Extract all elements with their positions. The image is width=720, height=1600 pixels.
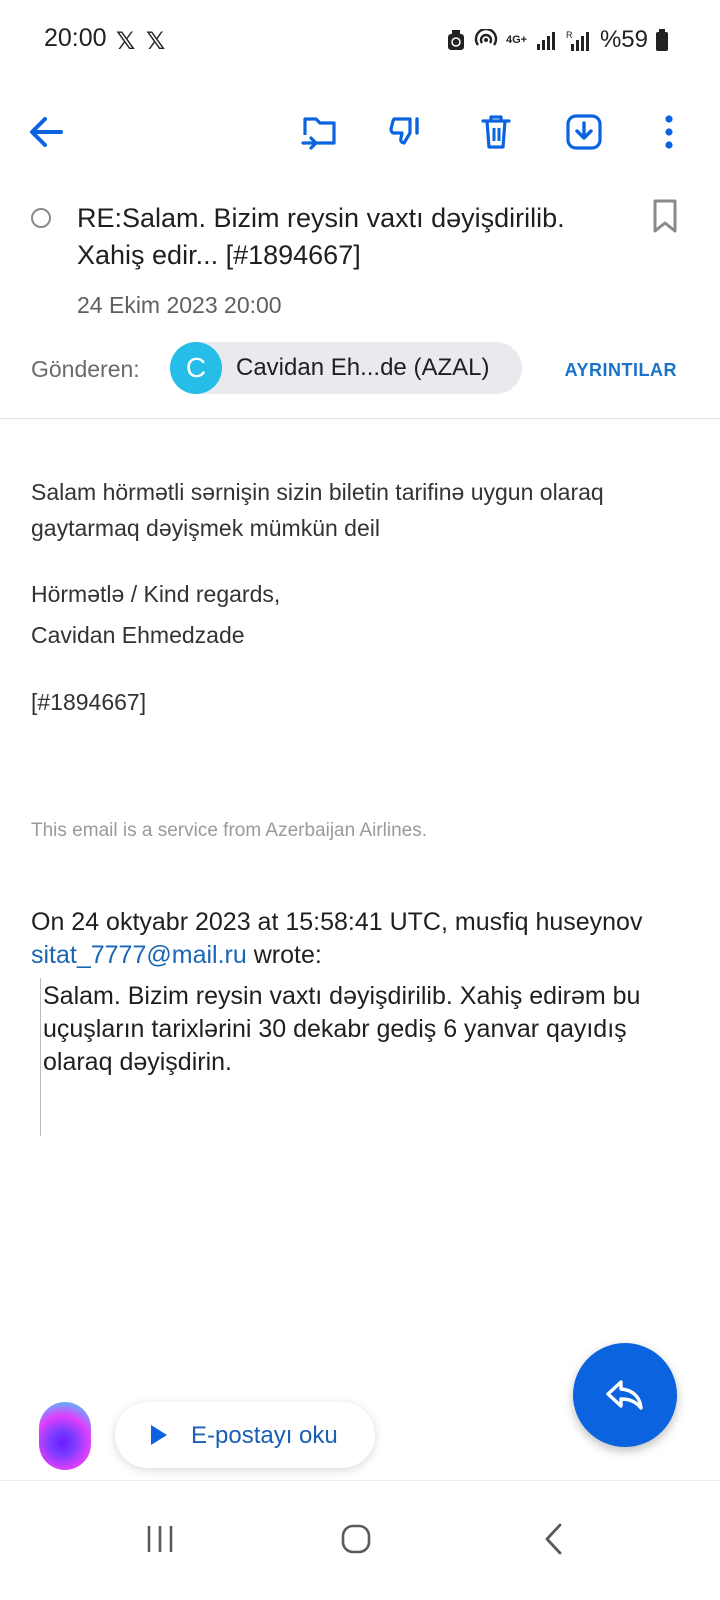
recent-apps-icon xyxy=(145,1524,175,1554)
reply-icon xyxy=(605,1377,645,1413)
spam-dislike-icon xyxy=(386,113,426,151)
network-type: 4G+ xyxy=(505,33,528,46)
details-link[interactable]: AYRINTILAR xyxy=(564,360,677,380)
move-button[interactable] xyxy=(293,106,345,158)
status-bar xyxy=(0,0,720,80)
ticket-reference: [#1894667] xyxy=(31,689,147,715)
top-toolbar xyxy=(0,100,720,164)
signal-icon xyxy=(566,29,592,51)
quote-bar xyxy=(40,978,41,1136)
quote-header xyxy=(31,906,651,972)
system-back-button[interactable] xyxy=(524,1509,584,1569)
delete-icon xyxy=(478,113,514,151)
save-download-icon xyxy=(565,113,603,151)
quote-header-suffix: wrote: xyxy=(246,941,322,969)
regards-text: Hörmətlə / Kind regards, xyxy=(31,581,281,607)
email-subject: RE:Salam. Bizim reysin vaxtı dəyişdirilib. Xahiş edir... [#1894667] xyxy=(77,203,565,270)
read-email-label: E-postayı oku xyxy=(191,1422,338,1449)
bookmark-icon xyxy=(652,198,678,234)
more-options-button[interactable] xyxy=(643,106,695,158)
x-app-icon: 𝕏 xyxy=(116,28,136,55)
signature-name: Cavidan Ehmedzade xyxy=(31,622,245,648)
arrow-left-icon xyxy=(28,116,64,148)
recent-apps-button[interactable] xyxy=(130,1509,190,1569)
svg-text:R: R xyxy=(565,30,573,40)
body-line: Salam hörmətli sərnişin sizin biletin tarifinə uygun olaraq xyxy=(31,479,604,505)
hotspot-icon xyxy=(474,29,498,51)
bookmark-button[interactable] xyxy=(652,198,682,236)
play-icon xyxy=(151,1425,167,1445)
header-divider xyxy=(0,418,720,419)
x-app-icon: 𝕏 xyxy=(146,28,166,55)
signal-icon xyxy=(536,30,558,50)
battery-percent: %59 xyxy=(599,26,648,53)
sender-email-link[interactable]: sitat_7777@mail.ru xyxy=(31,941,247,969)
read-email-button[interactable] xyxy=(115,1402,375,1468)
quote-header-text: On 24 oktyabr 2023 at 15:58:41 UTC, musfiq huseynov xyxy=(31,908,643,936)
more-vertical-icon xyxy=(664,114,674,150)
read-status-toggle[interactable] xyxy=(31,208,51,228)
sender-chip[interactable] xyxy=(170,342,522,394)
move-to-folder-icon xyxy=(299,113,339,151)
home-button[interactable] xyxy=(326,1509,386,1569)
system-nav-bar xyxy=(0,1480,720,1600)
reply-button[interactable] xyxy=(573,1343,677,1447)
body-line: gaytarmaq dəyişmek mümkün deil xyxy=(31,515,380,541)
delete-button[interactable] xyxy=(470,106,522,158)
recycle-icon xyxy=(446,29,466,51)
battery-icon xyxy=(656,29,668,51)
avatar: C xyxy=(170,342,222,394)
service-note: This email is a service from Azerbaijan Airlines. xyxy=(31,820,427,841)
email-date: 24 Ekim 2023 20:00 xyxy=(77,292,282,318)
home-icon xyxy=(340,1523,372,1555)
save-button[interactable] xyxy=(558,106,610,158)
sender-label: Gönderen: xyxy=(31,356,140,382)
chevron-left-icon xyxy=(542,1522,566,1556)
assistant-orb-icon[interactable] xyxy=(39,1402,91,1470)
status-icons xyxy=(446,26,668,54)
back-button[interactable] xyxy=(20,106,72,158)
sender-name: Cavidan Eh...de (AZAL) xyxy=(236,354,490,381)
status-time: 20:00 xyxy=(44,24,107,52)
spam-button[interactable] xyxy=(380,106,432,158)
quoted-message: Salam. Bizim reysin vaxtı dəyişdirilib. Xahiş edirəm bu uçuşların tarixlərini 30 dekabr gediş 6 yanvar qayıdış olaraq dəyişdirin. xyxy=(43,982,641,1076)
